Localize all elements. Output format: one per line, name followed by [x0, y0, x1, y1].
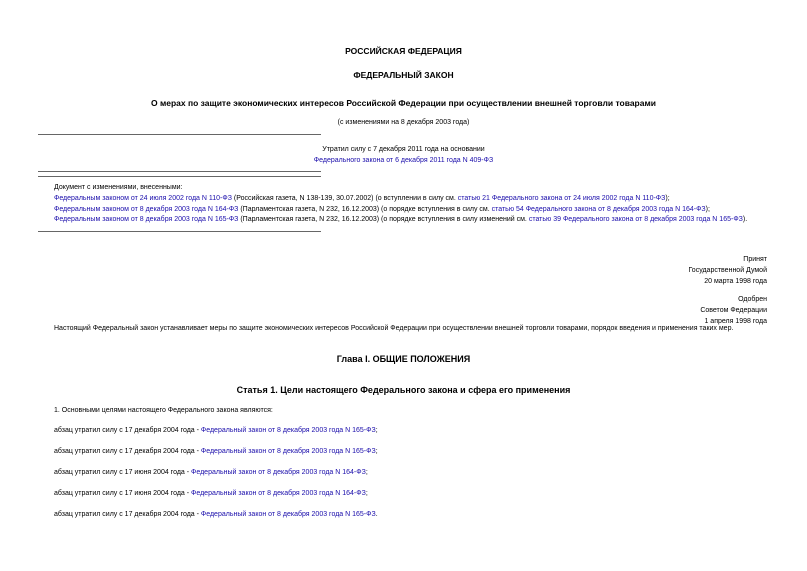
repealed-note: абзац утратил силу с 17 июня 2004 года -	[54, 490, 192, 497]
repealed-end: ;	[375, 427, 378, 434]
approval-block	[700, 294, 767, 327]
repealed-end: ;	[365, 490, 368, 497]
approved-label: Одобрен	[738, 296, 767, 303]
amended-note: (с изменениями на 8 декабря 2003 года)	[337, 119, 470, 126]
repealed-law-link[interactable]: Федеральный закон от 8 декабря 2003 года N 165-ФЗ	[200, 427, 376, 434]
country-heading: РОССИЙСКАЯ ФЕДЕРАЦИЯ	[345, 46, 462, 56]
repeal-text: Утратил силу с 7 декабря 2011 года на основании	[322, 146, 485, 153]
amendment-law-link[interactable]: Федеральным законом от 8 декабря 2003 года N 165-ФЗ	[54, 216, 239, 223]
duma-label: Государственной Думой	[688, 267, 767, 274]
council-label: Советом Федерации	[700, 307, 767, 314]
amendment-law-link[interactable]: Федеральным законом от 24 июля 2002 года N 110-ФЗ	[54, 195, 232, 202]
amendment-text: (Парламентская газета, N 232, 16.12.2003) (о порядке вступления в силу см.	[238, 206, 492, 213]
repeal-link-row	[0, 157, 807, 164]
clause-text: 1. Основными целями настоящего Федерального закона являются:	[54, 407, 273, 414]
amendment-item	[54, 216, 747, 223]
repealed-paragraph	[54, 448, 378, 455]
repealed-paragraph	[54, 469, 368, 476]
divider	[38, 134, 321, 135]
preamble-text: Настоящий Федеральный закон устанавливает меры по защите экономических интересов Российской Федерации при осуществлении внешней торговли товарами, порядок введения и применения таких мер.	[54, 325, 734, 332]
divider	[38, 231, 321, 232]
accepted-label: Принят	[743, 256, 767, 263]
repealed-paragraph	[54, 490, 368, 497]
repealed-paragraph	[54, 427, 378, 434]
council-date: 1 апреля 1998 года	[704, 318, 767, 325]
amendment-text: (Российская газета, N 138-139, 30.07.2002) (о вступлении в силу см.	[231, 195, 458, 202]
adoption-block	[688, 254, 767, 287]
repealed-end: .	[375, 511, 378, 518]
law-type-heading: ФЕДЕРАЛЬНЫЙ ЗАКОН	[353, 70, 454, 80]
repealed-note: абзац утратил силу с 17 декабря 2004 года -	[54, 448, 201, 455]
amendment-text-end: ).	[742, 216, 748, 223]
repealed-end: ;	[375, 448, 378, 455]
chapter-heading: Глава I. ОБЩИЕ ПОЛОЖЕНИЯ	[336, 354, 471, 364]
repealed-end: ;	[365, 469, 368, 476]
repealed-note: абзац утратил силу с 17 декабря 2004 года -	[54, 511, 201, 518]
divider	[38, 176, 321, 177]
amendment-item	[54, 195, 670, 202]
repealed-law-link[interactable]: Федеральный закон от 8 декабря 2003 года N 165-ФЗ	[200, 511, 376, 518]
duma-date: 20 марта 1998 года	[704, 278, 767, 285]
repeal-law-link[interactable]: Федерального закона от 6 декабря 2011 года N 409-ФЗ	[313, 157, 494, 164]
amendment-article-link[interactable]: статью 39 Федерального закона от 8 декабря 2003 года N 165-ФЗ	[528, 216, 743, 223]
amendments-intro: Документ с изменениями, внесенными:	[54, 184, 183, 191]
repealed-note: абзац утратил силу с 17 июня 2004 года -	[54, 469, 192, 476]
amendment-text-end: );	[665, 195, 670, 202]
amendment-text: (Парламентская газета, N 232, 16.12.2003) (о порядке вступления в силу изменений см.	[238, 216, 529, 223]
repealed-law-link[interactable]: Федеральный закон от 8 декабря 2003 года N 164-ФЗ	[191, 469, 366, 476]
amendment-item	[54, 206, 710, 213]
repealed-paragraph	[54, 511, 378, 518]
repealed-law-link[interactable]: Федеральный закон от 8 декабря 2003 года N 164-ФЗ	[191, 490, 366, 497]
amendment-law-link[interactable]: Федеральным законом от 8 декабря 2003 года N 164-ФЗ	[54, 206, 239, 213]
repealed-note: абзац утратил силу с 17 декабря 2004 года -	[54, 427, 201, 434]
repealed-law-link[interactable]: Федеральный закон от 8 декабря 2003 года N 165-ФЗ	[200, 448, 376, 455]
divider	[38, 171, 321, 172]
amendment-article-link[interactable]: статью 21 Федерального закона от 24 июля 2002 года N 110-ФЗ	[457, 195, 666, 202]
article-heading: Статья 1. Цели настоящего Федерального закона и сфера его применения	[236, 385, 571, 395]
amendment-text-end: );	[705, 206, 710, 213]
amendment-article-link[interactable]: статью 54 Федерального закона от 8 декабря 2003 года N 164-ФЗ	[491, 206, 706, 213]
document-title: О мерах по защите экономических интересов Российской Федерации при осуществлении внешней торговли товарами	[151, 98, 656, 108]
